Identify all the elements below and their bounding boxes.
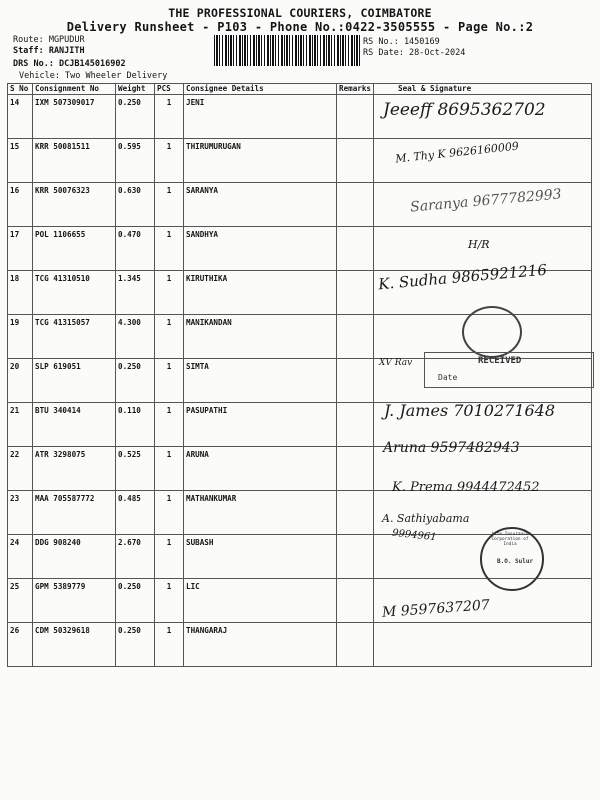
staff-label: Staff: RANJITH — [13, 46, 85, 56]
row-remarks — [337, 535, 374, 579]
row-sno: 22 — [8, 447, 33, 491]
row-weight: 0.525 — [116, 447, 155, 491]
row-remarks — [337, 271, 374, 315]
row-sno: 21 — [8, 403, 33, 447]
row-consignment: SLP 619051 — [33, 359, 116, 403]
row-sno: 19 — [8, 315, 33, 359]
row-consignment: KRR 50076323 — [33, 183, 116, 227]
col-weight: Weight — [116, 84, 155, 95]
signature-24a: A. Sathiyabama — [382, 512, 470, 525]
col-consignment: Consignment No — [33, 84, 116, 95]
table-row — [8, 623, 592, 667]
drs-label: DRS No.: DCJB145016902 — [13, 59, 126, 69]
round-seal-19 — [462, 306, 522, 358]
table-header — [8, 84, 592, 95]
row-remarks — [337, 359, 374, 403]
row-sno: 23 — [8, 491, 33, 535]
row-remarks — [337, 447, 374, 491]
row-consignee: SIMTA — [184, 359, 337, 403]
row-weight: 4.300 — [116, 315, 155, 359]
row-pcs: 1 — [155, 271, 184, 315]
row-remarks — [337, 139, 374, 183]
row-consignment: MAA 705587772 — [33, 491, 116, 535]
row-weight: 0.250 — [116, 579, 155, 623]
row-weight: 0.485 — [116, 491, 155, 535]
row-consignment: CDM 50329618 — [33, 623, 116, 667]
row-remarks — [337, 315, 374, 359]
row-pcs: 1 — [155, 403, 184, 447]
rs-date: RS Date: 28-Oct-2024 — [363, 48, 466, 58]
col-signature: Seal & Signature — [374, 84, 592, 95]
row-remarks — [337, 183, 374, 227]
signature-18: K. Sudha 9865921216 — [377, 260, 548, 294]
signature-21: J. James 7010271648 — [384, 401, 556, 420]
row-consignee: JENI — [184, 95, 337, 139]
received-stamp-label: RECEIVED — [478, 356, 522, 366]
row-remarks — [337, 95, 374, 139]
row-remarks — [337, 623, 374, 667]
row-consignee: SARANYA — [184, 183, 337, 227]
row-pcs: 1 — [155, 359, 184, 403]
row-sno: 18 — [8, 271, 33, 315]
row-consignment: GPM 5389779 — [33, 579, 116, 623]
col-sno: S No — [8, 84, 33, 95]
row-pcs: 1 — [155, 579, 184, 623]
signature-20: XV Rav — [379, 358, 413, 368]
row-consignment: TCG 41310510 — [33, 271, 116, 315]
row-weight: 0.110 — [116, 403, 155, 447]
row-consignee: KIRUTHIKA — [184, 271, 337, 315]
row-consignee: SANDHYA — [184, 227, 337, 271]
row-weight: 0.250 — [116, 623, 155, 667]
row-consignment: KRR 50081511 — [33, 139, 116, 183]
row-remarks — [337, 227, 374, 271]
row-sno: 14 — [8, 95, 33, 139]
signature-23: K. Prema 9944472452 — [392, 480, 540, 495]
signature-17: H/R — [468, 238, 490, 251]
col-pcs: PCS — [155, 84, 184, 95]
row-consignee: THIRUMURUGAN — [184, 139, 337, 183]
row-remarks — [337, 579, 374, 623]
row-consignee: ARUNA — [184, 447, 337, 491]
row-consignment: ATR 3298075 — [33, 447, 116, 491]
row-weight: 1.345 — [116, 271, 155, 315]
barcode — [214, 35, 360, 66]
vehicle-label: Vehicle: Two Wheeler Delivery — [19, 71, 168, 81]
runsheet-title: Delivery Runsheet - P103 - Phone No.:0422-3505555 - Page No.:2 — [66, 20, 534, 34]
rs-number: RS No.: 1450169 — [363, 37, 440, 47]
received-stamp-date: Date — [438, 373, 458, 382]
row-pcs: 1 — [155, 139, 184, 183]
row-weight: 0.595 — [116, 139, 155, 183]
row-consignee: MATHANKUMAR — [184, 491, 337, 535]
row-sno: 25 — [8, 579, 33, 623]
row-weight: 0.250 — [116, 359, 155, 403]
lic-seal-outer: Life Insurance Corporation of India — [491, 532, 529, 547]
row-pcs: 1 — [155, 227, 184, 271]
row-consignment: BTU 340414 — [33, 403, 116, 447]
company-title: THE PROFESSIONAL COURIERS, COIMBATORE — [168, 6, 432, 20]
row-weight: 0.470 — [116, 227, 155, 271]
row-consignment: POL 1106655 — [33, 227, 116, 271]
row-remarks — [337, 403, 374, 447]
row-consignment: DDG 908240 — [33, 535, 116, 579]
signature-16: Saranya 9677782993 — [409, 186, 563, 216]
route-label: Route: MGPUDUR — [13, 35, 85, 45]
signature-24b: 9994961 — [391, 527, 437, 544]
col-remarks: Remarks — [337, 84, 374, 95]
row-sno: 16 — [8, 183, 33, 227]
row-pcs: 1 — [155, 535, 184, 579]
lic-seal-inner: B.O. Sulur — [497, 558, 534, 565]
row-pcs: 1 — [155, 183, 184, 227]
row-remarks — [337, 491, 374, 535]
row-consignee: PASUPATHI — [184, 403, 337, 447]
row-sno: 17 — [8, 227, 33, 271]
row-consignee: THANGARAJ — [184, 623, 337, 667]
signature-22: Aruna 9597482943 — [383, 440, 520, 456]
row-pcs: 1 — [155, 447, 184, 491]
row-pcs: 1 — [155, 491, 184, 535]
row-sno: 20 — [8, 359, 33, 403]
row-consignee: LIC — [184, 579, 337, 623]
row-sno: 24 — [8, 535, 33, 579]
row-pcs: 1 — [155, 315, 184, 359]
row-consignment: TCG 41315057 — [33, 315, 116, 359]
col-consignee: Consignee Details — [184, 84, 337, 95]
signature-15: M. Thy K 9626160009 — [394, 139, 520, 166]
signature-26: M 9597637207 — [381, 597, 491, 621]
row-weight: 0.630 — [116, 183, 155, 227]
row-signature — [374, 623, 592, 667]
row-pcs: 1 — [155, 95, 184, 139]
row-weight: 0.250 — [116, 95, 155, 139]
row-consignee: MANIKANDAN — [184, 315, 337, 359]
row-sno: 15 — [8, 139, 33, 183]
row-consignee: SUBASH — [184, 535, 337, 579]
row-consignment: IXM 507309017 — [33, 95, 116, 139]
row-pcs: 1 — [155, 623, 184, 667]
signature-14: Jeeeff 8695362702 — [383, 100, 546, 120]
row-sno: 26 — [8, 623, 33, 667]
row-weight: 2.670 — [116, 535, 155, 579]
